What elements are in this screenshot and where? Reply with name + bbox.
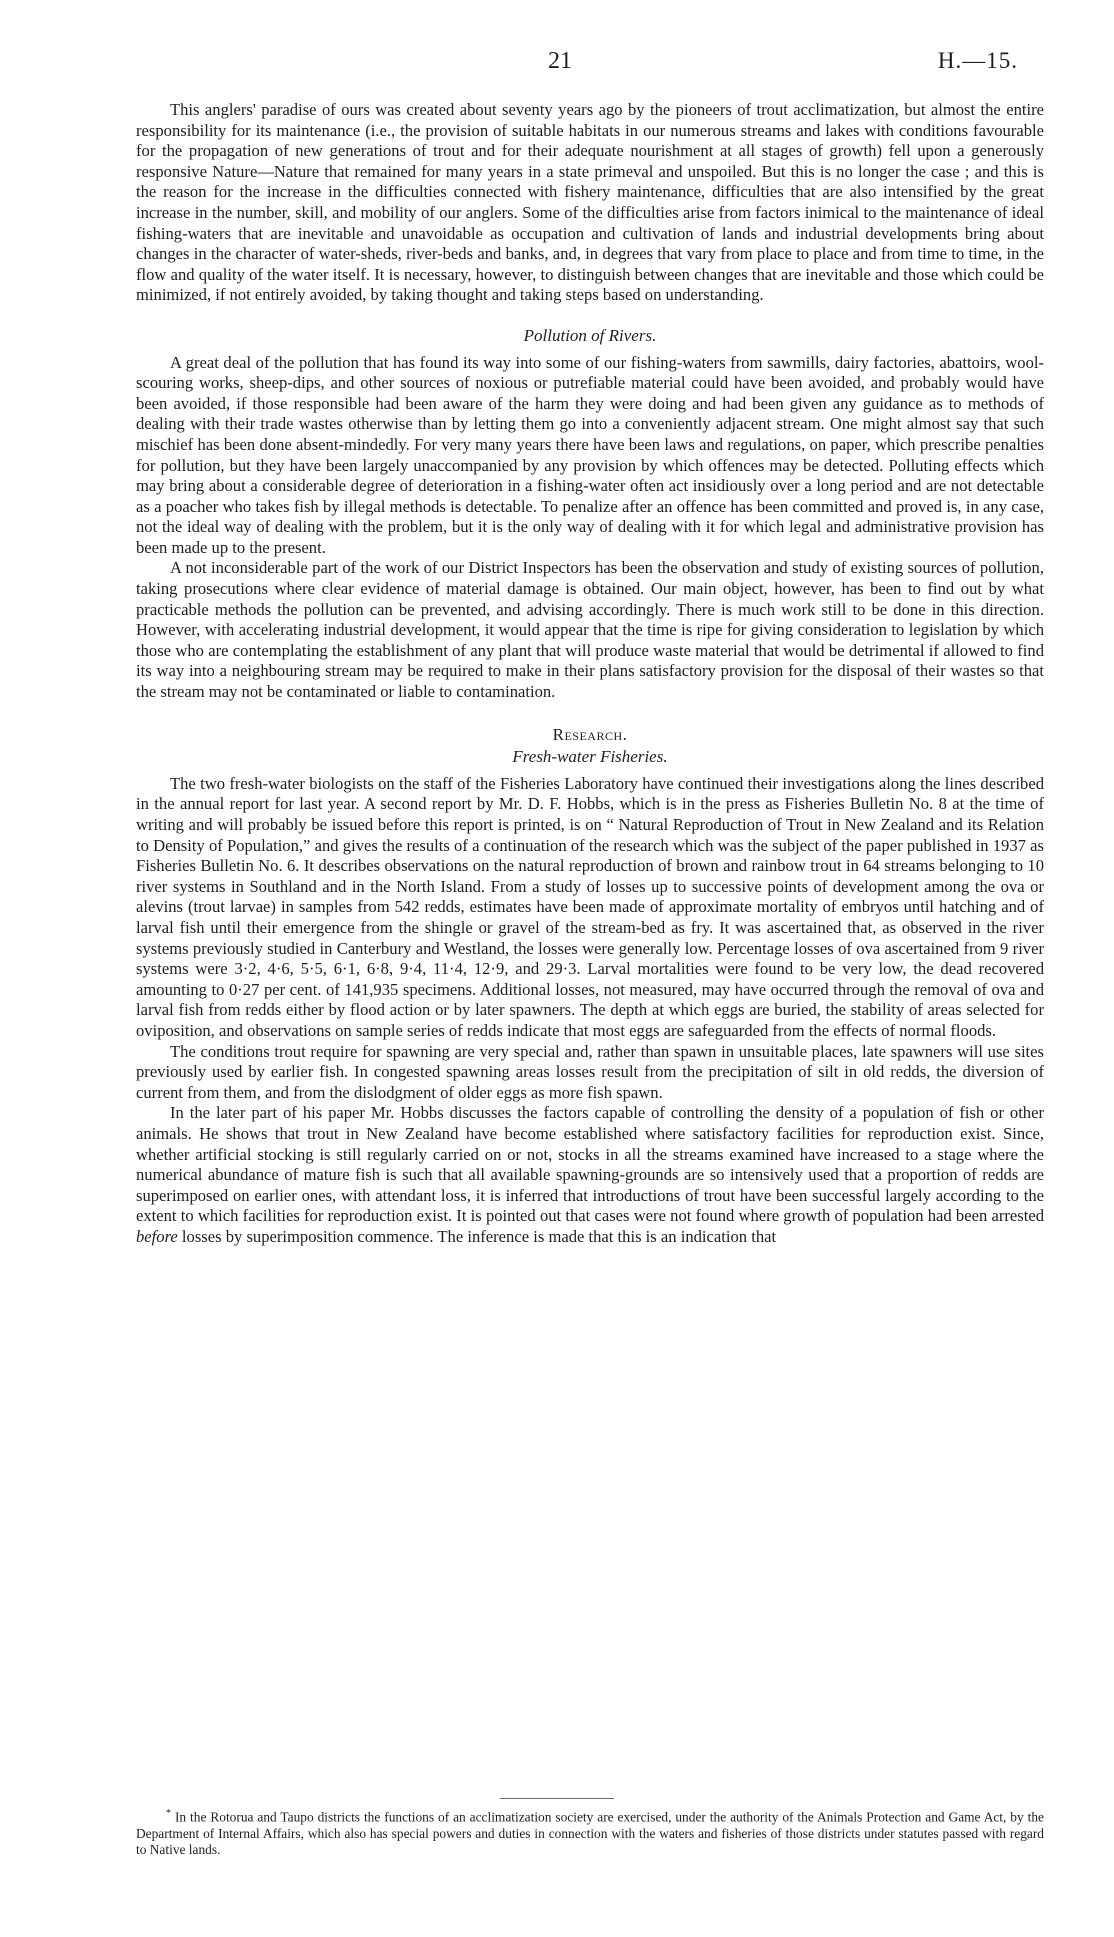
heading-research: Research. [552, 724, 628, 744]
body-text [136, 100, 1044, 1247]
page-header [0, 48, 1114, 78]
footnote [136, 1806, 1044, 1859]
paragraph-intro: This anglers' paradise of ours was created about seventy years ago by the pioneers of trout acclimatization, but almost the entire responsibility for its maintenance (i.e., the provision of suitable habitats in our numerous streams and lakes with conditions favourable for the propagation of new generations of trout and for their adequate nourishment at all stages of growth) fell upon a generously responsive Nature—Nature that remained for many years in a state primeval and unspoiled. But this is no longer the case ; and this is the reason for the increase in the difficulties connected with fishery maintenance, difficulties that are also intensified by the great increase in the number, skill, and mobility of our anglers. Some of the difficulties arise from factors inimical to the maintenance of ideal fishing-waters that are inevitable and unavoidable as occupation and cultivation of lands and industrial developments bring about changes in the character of water-sheds, river-beds and banks, and, in degrees that vary from place to place and from time to time, in the flow and quality of the water itself. It is necessary, however, to distinguish between changes that are inevitable and those which could be minimized, if not entirely avoided, by taking thought and taking steps based on understanding. [136, 100, 1044, 305]
page-number: 21 [548, 48, 572, 74]
paragraph-research-3-main: In the later part of his paper Mr. Hobbs discusses the factors capable of controlling the density of a population of fish or other animals. He shows that trout in New Zealand have become established where satisfactory facilities for reproduction exist. Since, whether artificial stocking is still regularly carried on or not, stocks in all the streams examined have increased to a stage where the numerical abundance of mature fish is such that all available spawning-grounds are so intensively used that a proportion of redds are superimposed on earlier ones, with attendant loss, it is inferred that introductions of trout have been successful largely according to the extent to which facilities for reproduction exist. It is pointed out that cases were not found where growth of population had been arrested [136, 1103, 1044, 1226]
paragraph-research-2: The conditions trout require for spawning are very special and, rather than spawn in unsuitable places, late spawners will use sites previously used by earlier fish. In congested spawning areas losses result from the precipitation of silt in old redds, the diversion of current from them, and from the dislodgment of older eggs as more fish spawn. [136, 1041, 1044, 1102]
footnote-divider [500, 1798, 614, 1799]
heading-pollution-of-rivers: Pollution of Rivers. [523, 325, 657, 345]
heading-fresh-water-fisheries: Fresh-water Fisheries. [512, 747, 668, 767]
paragraph-research-3-italic: before [136, 1226, 178, 1246]
paragraph-pollution-2: A not inconsiderable part of the work of our District Inspectors has been the observation and study of existing sources of pollution, taking prosecutions where clear evidence of material damage is obtained. Our main object, however, has been to find out by what practicable methods the pollution can be prevented, and advising accordingly. There is much work still to be done in this direction. However, with accelerating industrial development, it would appear that the time is ripe for giving consideration to legislation by which those who are contemplating the establishment of any plant that will produce waste material that would be detrimental if allowed to find its way into a neighbouring stream may be required to make in their plans satisfactory provision for the disposal of their wastes so that the stream may not be contaminated or liable to contamination. [136, 558, 1044, 702]
footnote-text: In the Rotorua and Taupo districts the functions of an acclimatization society are exercised, under the authority of the Animals Protection and Game Act, by the Department of Internal Affairs, which also has special powers and duties in connection with the waters and fisheries of those districts under statutes passed with regard to Native lands. [136, 1809, 1044, 1858]
paragraph-research-3 [136, 1103, 1044, 1247]
footnote-marker: * [166, 1808, 171, 1819]
paragraph-research-1: The two fresh-water biologists on the staff of the Fisheries Laboratory have continued their investigations along the lines described in the annual report for last year. A second report by Mr. D. F. Hobbs, which is in the press as Fisheries Bulletin No. 8 at the time of writing and will probably be issued before this report is printed, is on “ Natural Reproduction of Trout in New Zealand and its Relation to Density of Population,” and gives the results of a continuation of the research which was the subject of the paper published in 1937 as Fisheries Bulletin No. 6. It describes observations on the natural reproduction of brown and rainbow trout in 64 streams belonging to 10 river systems in Southland and in the North Island. From a study of losses up to successive points of development among the ova or alevins (trout larvae) in samples from 542 redds, estimates have been made of approximate mortality of embryos until hatching and of larval fish until their emergence from the shingle or gravel of the stream-bed as fry. It was ascertained that, as observed in the river systems previously studied in Canterbury and Westland, the losses were generally low. Percentage losses of ova ascertained from 9 river systems were 3·2, 4·6, 5·5, 6·1, 6·8, 9·4, 11·4, 12·9, and 29·3. Larval mortalities were found to be very low, the dead recovered amounting to 0·27 per cent. of 141,935 specimens. Additional losses, not measured, may have occurred through the removal of ova and larval fish from redds either by flood action or by later spawners. The depth at which eggs are buried, the stability of areas selected for oviposition, and observations on sample series of redds indicate that most eggs are safeguarded from the effects of normal floods. [136, 773, 1044, 1040]
paragraph-research-3-tail: losses by superimposition commence. The inference is made that this is an indication that [177, 1226, 777, 1246]
document-reference: H.—15. [937, 48, 1018, 73]
paragraph-pollution-1: A great deal of the pollution that has found its way into some of our fishing-waters from sawmills, dairy factories, abattoirs, wool-scouring works, sheep-dips, and other sources of noxious or putrefiable material could have been avoided, and probably would have been avoided, if those responsible had been aware of the harm they were doing and had been given any guidance as to methods of dealing with their trade wastes otherwise than by letting them go into a conveniently adjacent stream. One might almost say that such mischief has been done absent-mindedly. For very many years there have been laws and regulations, on paper, which prescribe penalties for pollution, but they have been largely unaccompanied by any provision by which offences may be detected. Polluting effects which may bring about a considerable degree of deterioration in a fishing-water often act insidiously over a long period and are not detectable as a poacher who takes fish by illegal methods is detectable. To penalize after an offence has been committed and proved is, in any case, not the ideal way of dealing with the problem, but it is the only way of dealing with it for which legal and administrative provision has been made up to the present. [136, 352, 1044, 557]
